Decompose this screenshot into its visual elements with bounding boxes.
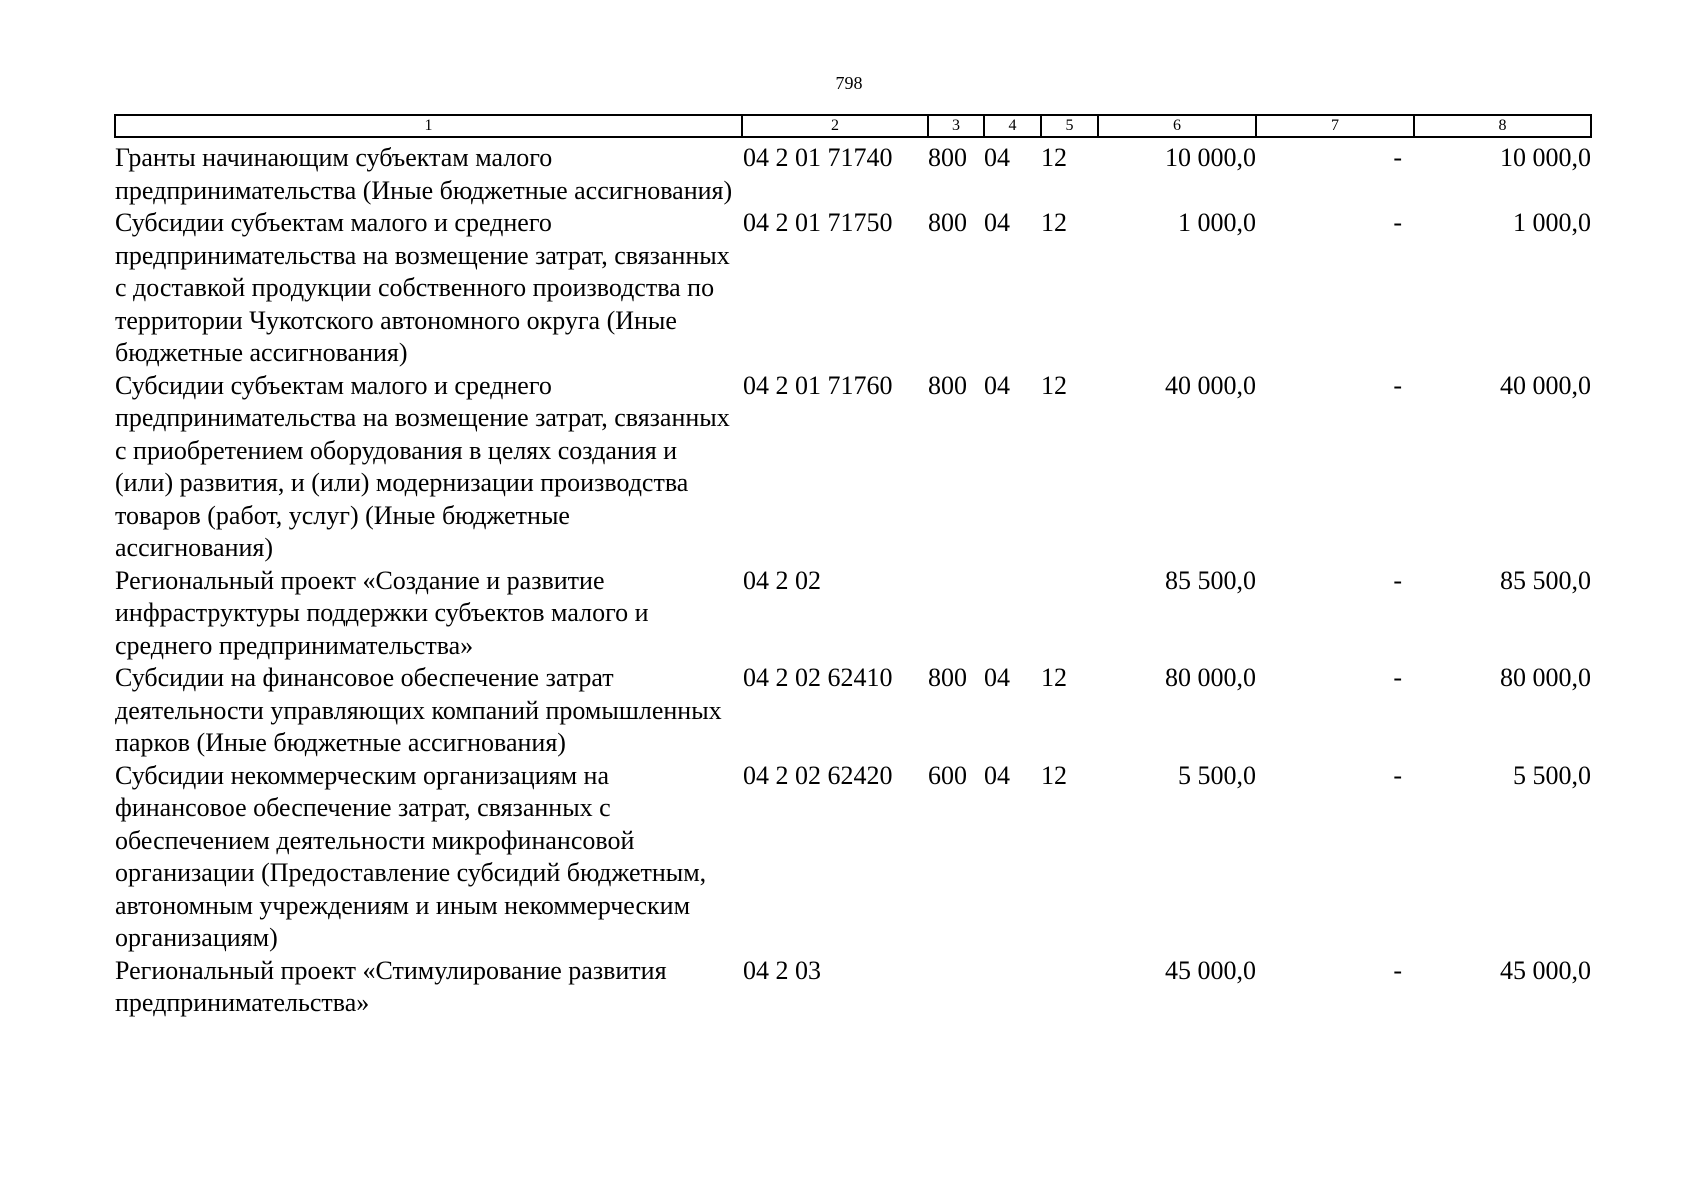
table-row: [115, 207, 1591, 370]
expense-type-code: [928, 955, 984, 1020]
total-value: 10 000,0: [1500, 143, 1591, 172]
budget-table: [114, 114, 1592, 1020]
row-name: Гранты начинающим субъектам малого предпринимательства (Иные бюджетные ассигнования): [115, 143, 733, 205]
row-name: Региональный проект «Создание и развитие инфраструктуры поддержки субъектов малого и среднего предпринимательства»: [115, 565, 649, 660]
section-code: 04: [984, 760, 1010, 790]
target-article-code: 04 2 03: [743, 955, 821, 985]
target-article-code: 04 2 02 62420: [743, 760, 893, 790]
column-header-3: 3: [928, 115, 984, 137]
column-header-4: 4: [984, 115, 1041, 137]
expense-type-code: 800: [928, 143, 967, 172]
column-header-7: 7: [1256, 115, 1414, 137]
section-code: [984, 565, 1041, 663]
target-article-code: 04 2 02: [743, 565, 821, 595]
amount-value: 40 000,0: [1165, 370, 1256, 400]
section-code: 04: [984, 663, 1010, 692]
amount-value: 80 000,0: [1165, 663, 1256, 692]
total-value: 85 500,0: [1500, 565, 1591, 595]
target-article-code: 04 2 01 71740: [743, 143, 893, 172]
table-row: [115, 370, 1591, 565]
subsection-code: 12: [1041, 208, 1067, 237]
section-code: [984, 955, 1041, 1020]
total-value: 5 500,0: [1513, 760, 1591, 790]
target-article-code: 04 2 01 71760: [743, 370, 893, 400]
subsection-code: 12: [1041, 663, 1067, 692]
change-value: -: [1393, 370, 1402, 400]
subsection-code: 12: [1041, 143, 1067, 172]
table-header: [115, 115, 1591, 137]
table-body: [115, 137, 1591, 1020]
subsection-code: 12: [1041, 370, 1067, 400]
subsection-code: [1041, 565, 1098, 663]
row-name: Субсидии на финансовое обеспечение затрат деятельности управляющих компаний промышленных парков (Иные бюджетные ассигнования): [115, 663, 722, 757]
column-header-8: 8: [1414, 115, 1591, 137]
row-name: Субсидии некоммерческим организациям на финансовое обеспечение затрат, связанных с обеспечением деятельности микрофинансовой организации (Предоставление субсидий бюджетным, автономным учреждениям и иным некоммерческим организациям): [115, 760, 707, 952]
table-row: [115, 662, 1591, 760]
change-value: -: [1393, 760, 1402, 790]
row-name: Региональный проект «Стимулирование развития предпринимательства»: [115, 955, 667, 1017]
target-article-code: 04 2 01 71750: [743, 208, 893, 237]
amount-value: 1 000,0: [1178, 208, 1256, 237]
change-value: -: [1393, 565, 1402, 595]
change-value: -: [1393, 955, 1402, 985]
expense-type-code: 800: [928, 663, 967, 692]
section-code: 04: [984, 208, 1010, 237]
header-row: [115, 115, 1591, 137]
subsection-code: [1041, 955, 1098, 1020]
change-value: -: [1393, 208, 1402, 237]
amount-value: 5 500,0: [1178, 760, 1256, 790]
amount-value: 10 000,0: [1165, 143, 1256, 172]
section-code: 04: [984, 370, 1010, 400]
amount-value: 45 000,0: [1165, 955, 1256, 985]
total-value: 1 000,0: [1513, 208, 1591, 237]
row-name: Субсидии субъектам малого и среднего предпринимательства на возмещение затрат, связанных с доставкой продукции собственного производства по территории Чукотского автономного округа (Иные бюджетные ассигнования): [115, 208, 730, 367]
expense-type-code: 600: [928, 760, 967, 790]
table-row: [115, 760, 1591, 955]
column-header-1: 1: [115, 115, 742, 137]
table-row: [115, 955, 1591, 1020]
change-value: -: [1393, 143, 1402, 172]
column-header-6: 6: [1098, 115, 1256, 137]
expense-type-code: [928, 565, 984, 663]
total-value: 45 000,0: [1500, 955, 1591, 985]
total-value: 80 000,0: [1500, 663, 1591, 692]
expense-type-code: 800: [928, 208, 967, 237]
change-value: -: [1393, 663, 1402, 692]
page-number: 798: [835, 73, 863, 93]
section-code: 04: [984, 143, 1010, 172]
expense-type-code: 800: [928, 370, 967, 400]
column-header-5: 5: [1041, 115, 1098, 137]
table-row: [115, 565, 1591, 663]
total-value: 40 000,0: [1500, 370, 1591, 400]
amount-value: 85 500,0: [1165, 565, 1256, 595]
target-article-code: 04 2 02 62410: [743, 663, 893, 692]
subsection-code: 12: [1041, 760, 1067, 790]
table-row: [115, 137, 1591, 207]
row-name: Субсидии субъектам малого и среднего предпринимательства на возмещение затрат, связанных с приобретением оборудования в целях создания и (или) развития, и (или) модернизации производства товаров (работ, услуг) (Иные бюджетные ассигнования): [115, 370, 730, 562]
column-header-2: 2: [742, 115, 928, 137]
